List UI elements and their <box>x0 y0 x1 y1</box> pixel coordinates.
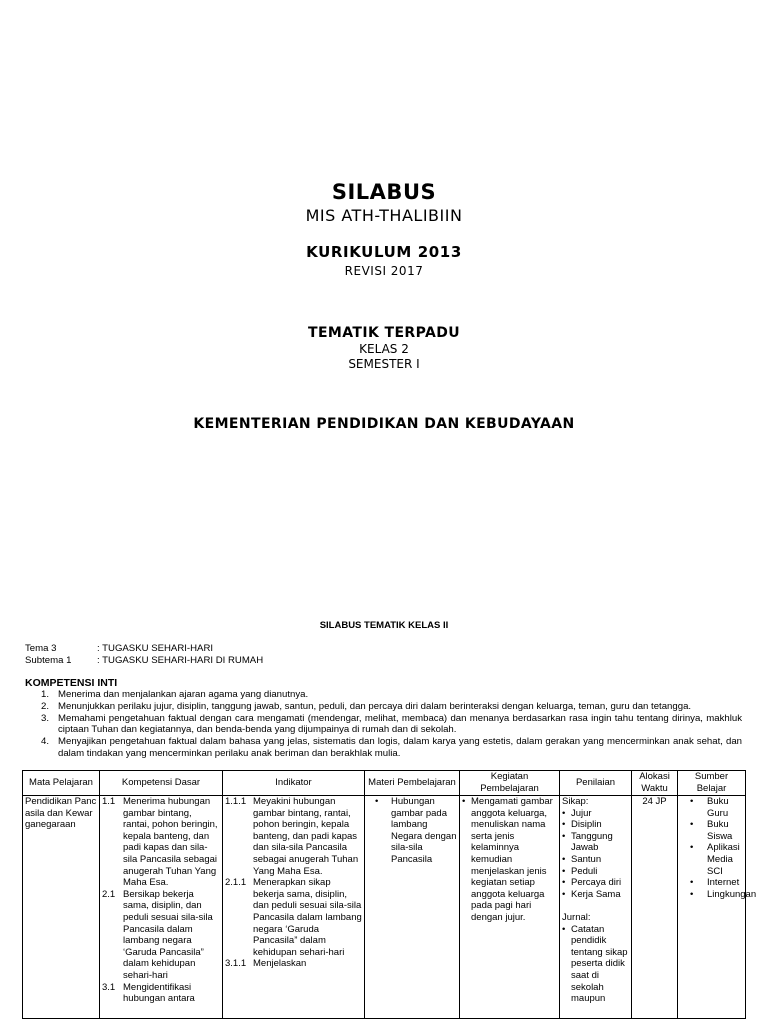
list-item: • Buku Siswa <box>680 819 743 842</box>
header-assessment: Penilaian <box>560 771 632 796</box>
cover-title: SILABUS <box>331 180 437 204</box>
cell-assessment <box>560 796 632 1019</box>
item-text: Menjelaskan <box>253 958 307 970</box>
list-item: • Lingkungan <box>680 889 743 901</box>
cell-learning-source <box>678 796 757 1019</box>
list-item: • Peduli <box>562 866 629 878</box>
core-competence-item <box>25 713 742 737</box>
item-number: 2.1.1 <box>225 877 247 889</box>
header-subject: Mata Pelajaran <box>23 771 100 796</box>
list-item: • Aplikasi Media SCI <box>680 842 743 877</box>
header-basic-competence: Kompetensi Dasar <box>100 771 223 796</box>
basic-competence-list <box>102 796 220 1005</box>
header-indicator: Indikator <box>223 771 365 796</box>
item-number: 3.1 <box>102 981 116 993</box>
semester-label: SEMESTER I <box>348 357 420 371</box>
item-text: Menerima hubungan gambar bintang, rantai, pohon beringin, kepala banteng, dan padi kapas dan sila-sila Pancasila sebagai anugerah Tuhan Yang Maha Esa. <box>123 796 218 889</box>
item-number: 3.1.1 <box>225 958 247 970</box>
list-item: • Disiplin <box>562 819 629 831</box>
list-item <box>225 877 362 958</box>
cell-activity <box>460 796 560 1019</box>
item-number: 1.1 <box>102 796 116 807</box>
revision-label: REVISI 2017 <box>344 264 424 278</box>
item-text: Menunjukkan perilaku jujur, disiplin, tanggung jawab, santun, peduli, dan percaya diri dalam berinteraksi dengan keluarga, teman, guru dan tetangga. <box>58 700 692 712</box>
table-header-row <box>23 771 746 796</box>
activity-list <box>462 796 557 924</box>
list-item <box>102 889 220 982</box>
curriculum-title: KURIKULUM 2013 <box>306 243 462 261</box>
theme-row <box>25 643 745 655</box>
time-allocation-value: 24 JP <box>642 796 667 807</box>
learning-source-list <box>680 796 757 900</box>
item-text: Mengidentifikasi hubungan antara <box>123 981 195 1005</box>
theme-value: : TUGASKU SEHARI-HARI <box>97 643 214 654</box>
list-item: • Internet <box>680 877 743 889</box>
list-item: • Santun <box>562 854 629 866</box>
item-number: 2. <box>41 700 50 712</box>
journal-list <box>562 924 629 1005</box>
list-item: • Tanggung Jawab <box>562 831 629 854</box>
list-item: • Buku Guru <box>680 796 743 819</box>
list-item <box>102 982 220 1005</box>
header-material: Materi Pembelajaran <box>365 771 460 796</box>
cell-time-allocation <box>632 796 678 1019</box>
list-item: • Jujur <box>562 808 629 820</box>
header-learning-source: Sumber Belajar <box>678 771 746 796</box>
core-competence-list <box>25 689 742 760</box>
ministry-title: KEMENTERIAN PENDIDIKAN DAN KEBUDAYAAN <box>193 416 575 432</box>
attitude-label: Sikap: <box>562 796 589 807</box>
grade-label: KELAS 2 <box>359 342 409 356</box>
material-list <box>367 796 457 866</box>
theme-info <box>25 643 745 667</box>
item-number: 1. <box>41 689 50 700</box>
table-row <box>23 796 746 1019</box>
item-text: Menerapkan sikap bekerja sama, disiplin, dan peduli sesuai sila-sila Pancasila dalam lambang negara ‘Garuda Pancasila” dalam kehidupan sehari-hari <box>253 877 362 958</box>
list-item: • Kerja Sama <box>562 889 629 901</box>
item-number: 2.1 <box>102 888 116 900</box>
subject-text: Pendidikan Pancasila dan Kewarganegaraan <box>25 796 97 831</box>
list-item: • Mengamati gambar anggota keluarga, menuliskan nama serta jenis kelaminnya kemudian menjelaskan jenis kegiatan setiap anggota keluarga pada pagi hari dengan jujur. <box>462 796 557 924</box>
theme-label: Tema 3 <box>25 643 57 654</box>
header-activity: Kegiatan Pembelajaran <box>460 771 560 796</box>
cell-subject <box>23 796 100 1019</box>
item-number: 4. <box>41 736 50 748</box>
item-text: Menerima dan menjalankan ajaran agama yang dianutnya. <box>58 689 309 700</box>
core-competence-item <box>25 701 742 713</box>
cell-material <box>365 796 460 1019</box>
item-number: 1.1.1 <box>225 796 247 807</box>
syllabus-table <box>22 770 757 1019</box>
school-name: MIS ATH-THALIBIIN <box>305 206 463 225</box>
attitude-list <box>562 808 629 901</box>
item-text: Meyakini hubungan gambar bintang, rantai, pohon beringin, kepala banteng, dan padi kapas dan sila-sila Pancasila sebagai anugerah Tuhan Yang Maha Esa. <box>253 796 359 877</box>
item-number: 3. <box>41 712 50 724</box>
item-text: Bersikap bekerja sama, disiplin, dan peduli sesuai sila-sila Pancasila dalam lambang negara ‘Garuda Pancasila” dalam kehidupan sehari-hari <box>123 888 213 981</box>
syllabus-title: SILABUS TEMATIK KELAS II <box>319 620 449 631</box>
header-time-allocation: Alokasi Waktu <box>632 771 678 796</box>
list-item: • Hubungan gambar pada lambang Negara dengan sila-sila Pancasila <box>367 796 457 866</box>
list-item <box>225 796 362 877</box>
core-competence-heading: KOMPETENSI INTI <box>25 677 118 689</box>
subtheme-row <box>25 655 745 667</box>
subtheme-label: Subtema 1 <box>25 655 72 666</box>
item-text: Memahami pengetahuan faktual dengan cara mengamati (mendengar, melihat, membaca) dan menanya berdasarkan rasa ingin tahu tentang dirinya, makhluk ciptaan Tuhan dan kegiatannya, dan benda-benda yang dijumpainya di rumah dan di sekolah. <box>58 712 742 736</box>
cell-indicator <box>223 796 365 1019</box>
indicator-list <box>225 796 362 970</box>
subtheme-value: : TUGASKU SEHARI-HARI DI RUMAH <box>97 655 264 666</box>
list-item: • Catatan pendidik tentang sikap peserta didik saat di sekolah maupun <box>562 924 629 1005</box>
list-item <box>102 796 220 889</box>
core-competence-item <box>25 689 742 701</box>
cell-basic-competence <box>100 796 223 1019</box>
list-item <box>225 958 362 970</box>
subject-title: TEMATIK TERPADU <box>308 325 460 341</box>
item-text: Menyajikan pengetahuan faktual dalam bahasa yang jelas, sistematis dan logis, dalam karya yang estetis, dalam gerakan yang mencerminkan anak sehat, dan dalam tindakan yang mencerminkan perilaku anak beriman dan berakhlak mulia. <box>58 736 742 759</box>
core-competence-item <box>25 736 742 760</box>
journal-label: Jurnal: <box>562 911 591 923</box>
list-item: • Percaya diri <box>562 877 629 889</box>
